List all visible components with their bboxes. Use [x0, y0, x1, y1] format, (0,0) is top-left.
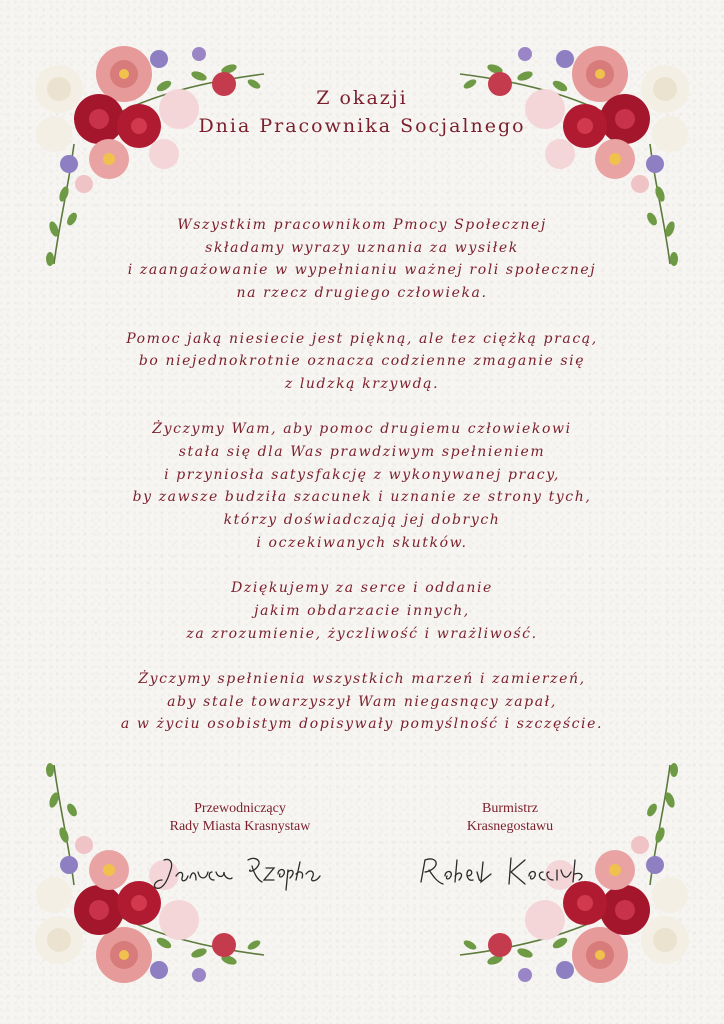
paragraph [60, 418, 664, 554]
signatory-role: Burmistrz [482, 801, 538, 816]
signatory-role: Przewodniczący [194, 801, 286, 816]
text-line: stała się dla Was prawdziwym spełnieniem [178, 444, 546, 460]
text-line: Dziękujemy za serce i oddanie [231, 580, 493, 597]
signatory-right [400, 800, 620, 836]
text-line: by zawsze budziła szacunek i uznanie ze strony tych, [132, 489, 592, 506]
title-line-2: Dnia Pracownika Socjalnego [198, 115, 526, 137]
text-line: Wszystkim pracownikom Pmocy Społecznej [177, 217, 547, 233]
text-line: składamy wyrazy uznania za wysiłek [205, 239, 519, 256]
text-line: aby stale towarzyszył Wam niegasnący zapał, [167, 693, 557, 710]
text-line: a w życiu osobistym dopisywały pomyślność i szczęście. [120, 716, 604, 733]
text-line: którzy doświadczają jej dobrych [223, 512, 501, 529]
text-line: na rzecz drugiego człowieka. [236, 285, 488, 302]
signatory-body: Rady Miasta Krasnystaw [169, 819, 311, 834]
text-line: i oczekiwanych skutków. [256, 534, 468, 551]
title-line-1: Z okazji [316, 87, 408, 109]
signature-left [150, 850, 330, 898]
text-line: Pomoc jaką niesiecie jest piękną, ale tez ciężką pracą, [126, 330, 598, 347]
paragraph [60, 668, 664, 736]
letter-title [0, 84, 724, 140]
text-line: i przyniosła satysfakcję z wykonywanej pracy, [164, 466, 560, 483]
signature-right [415, 852, 590, 892]
text-line: i zaangażowanie w wypełnianiu ważnej roli społecznej [127, 262, 597, 279]
paragraph [60, 577, 664, 645]
text-line: Życzymy spełnienia wszystkich marzeń i zamierzeń, [138, 671, 586, 687]
signatory-body: Krasnegostawu [466, 819, 554, 834]
text-line: bo niejednokrotnie oznacza codzienne zmaganie się [138, 353, 586, 370]
letter-body [60, 214, 664, 759]
paragraph [60, 214, 664, 305]
signatory-left [130, 800, 350, 836]
text-line: za zrozumienie, życzliwość i wrażliwość. [186, 625, 538, 642]
text-line: Życzymy Wam, aby pomoc drugiemu człowiekowi [152, 421, 572, 438]
text-line: z ludzką krzywdą. [284, 375, 440, 392]
text-line: jakim obdarzacie innych, [254, 602, 470, 619]
paragraph [60, 328, 664, 396]
